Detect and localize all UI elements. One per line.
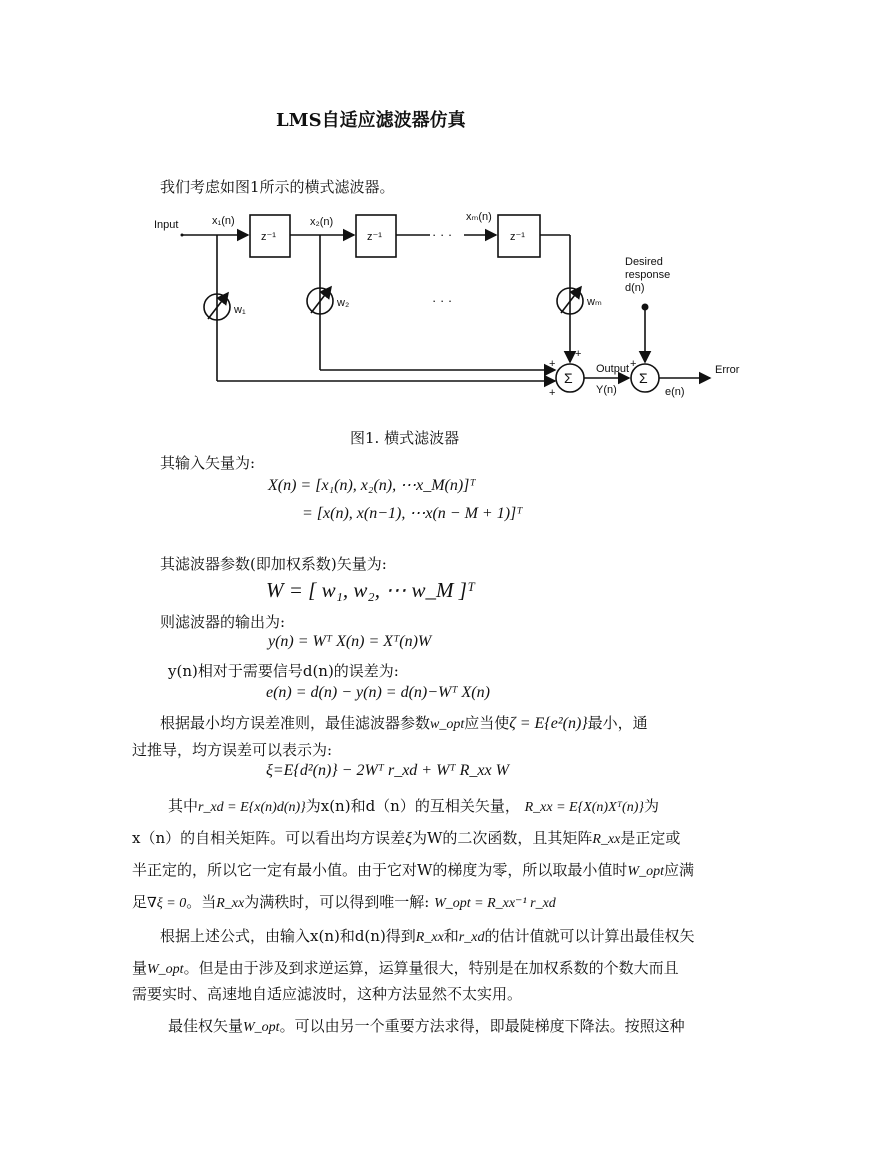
label-xm: xₘ(n)	[466, 211, 492, 223]
label-wm: wₘ	[587, 296, 602, 308]
label-plus-3: +	[549, 387, 556, 399]
equation-weight-vector: W = [ w₁, w₂, ⋯ w_M ]ᵀ	[266, 578, 475, 602]
label-response: response	[625, 269, 671, 281]
label-dn: d(n)	[625, 282, 645, 294]
equation-error: e(n) = d(n) − y(n) = d(n)−Wᵀ X(n)	[266, 684, 490, 701]
equation-mse: ξ=E{d²(n)} − 2Wᵀ r_xd + Wᵀ R_xx W	[266, 762, 509, 779]
label-output: Output	[596, 363, 630, 375]
paragraph-inverse: 量W_opt。但是由于涉及到求逆运算，运算量很大，特别是在加权系数的个数大而且	[132, 959, 679, 977]
label-delay-2: z⁻¹	[367, 231, 382, 243]
page-title: LMS自适应滤波器仿真	[276, 110, 466, 131]
paragraph-realtime: 需要实时、高速地自适应滤波时，这种方法显然不太实用。	[132, 985, 523, 1003]
label-delay-m: z⁻¹	[510, 231, 525, 243]
text-weight-vector: 其滤波器参数(即加权系数)矢量为:	[160, 555, 387, 573]
paragraph-correlation: 其中r_xd = E{x(n)d(n)}为x(n)和d（n）的互相关矢量， R_xx = E{X(n)Xᵀ(n)}为	[168, 797, 659, 815]
rxd-expression: r_xd = E{x(n)d(n)}	[198, 800, 306, 815]
text-filter-output: 则滤波器的输出为:	[160, 613, 286, 631]
label-plus-2: +	[575, 348, 582, 360]
paragraph-estimate: 根据上述公式，由输入x(n)和d(n)得到R_xx和r_xd的估计值就可以计算出最佳权矢	[160, 927, 695, 945]
label-x1: x₁(n)	[212, 215, 235, 227]
wopt-solution: W_opt = R_xx⁻¹ r_xd	[434, 896, 556, 911]
label-w2: w₂	[337, 297, 350, 309]
paragraph-steepest-descent: 最佳权矢量W_opt。可以由另一个重要方法求得，即最陡梯度下降法。按照这种	[168, 1017, 685, 1035]
equation-input-vector-a: X(n) = [x₁(n), x₂(n), ⋯x_M(n)]ᵀ	[268, 477, 476, 494]
wopt-symbol: w_opt	[430, 717, 465, 732]
paragraph-autocorr: x（n）的自相关矩阵。可以看出均方误差ξ为W的二次函数，且其矩阵R_xx是正定或	[132, 829, 681, 847]
text-input-vector: 其输入矢量为:	[160, 454, 256, 472]
label-en: e(n)	[665, 386, 685, 398]
text-error-def: y(n)相对于需要信号d(n)的误差为:	[168, 662, 399, 680]
label-desired: Desired	[625, 256, 663, 268]
paragraph-solution: 足∇ξ = 0。当R_xx为满秩时，可以得到唯一解: W_opt = R_xx⁻¹ r_xd	[132, 893, 556, 911]
paragraph-mse: 根据最小均方误差准则，最佳滤波器参数w_opt应当使ζ = E{e²(n)}最小，通	[160, 714, 648, 732]
label-dots-top: · · ·	[432, 227, 453, 242]
equation-input-vector-b: = [x(n), x(n−1), ⋯x(n − M + 1)]ᵀ	[302, 505, 523, 522]
paragraph-mse-cont: 过推导，均方误差可以表示为:	[132, 741, 333, 759]
figure-caption: 图1. 横式滤波器	[350, 429, 460, 447]
rxx-expression: R_xx = E{X(n)Xᵀ(n)}	[524, 800, 644, 815]
label-plus-1: +	[549, 358, 556, 370]
label-sigma-1: Σ	[564, 370, 573, 386]
label-w1: w₁	[234, 304, 246, 316]
label-sigma-2: Σ	[639, 370, 648, 386]
intro-text: 我们考虑如图1所示的横式滤波器。	[160, 178, 395, 196]
label-error: Error	[715, 364, 740, 376]
zeta-expression: ζ = E{e²(n)}	[509, 715, 588, 732]
label-delay-1: z⁻¹	[261, 231, 276, 243]
paragraph-minimum: 半正定的，所以它一定有最小值。由于它对W的梯度为零，所以取最小值时W_opt应满	[132, 861, 694, 879]
label-yn: Y(n)	[596, 384, 617, 396]
label-input: Input	[154, 219, 179, 231]
label-plus-4: +	[630, 358, 637, 370]
equation-filter-output: y(n) = Wᵀ X(n) = Xᵀ(n)W	[268, 633, 432, 650]
transversal-filter-diagram	[130, 205, 750, 420]
label-x2: x₂(n)	[310, 216, 334, 228]
label-dots-mid: · · ·	[432, 293, 453, 308]
